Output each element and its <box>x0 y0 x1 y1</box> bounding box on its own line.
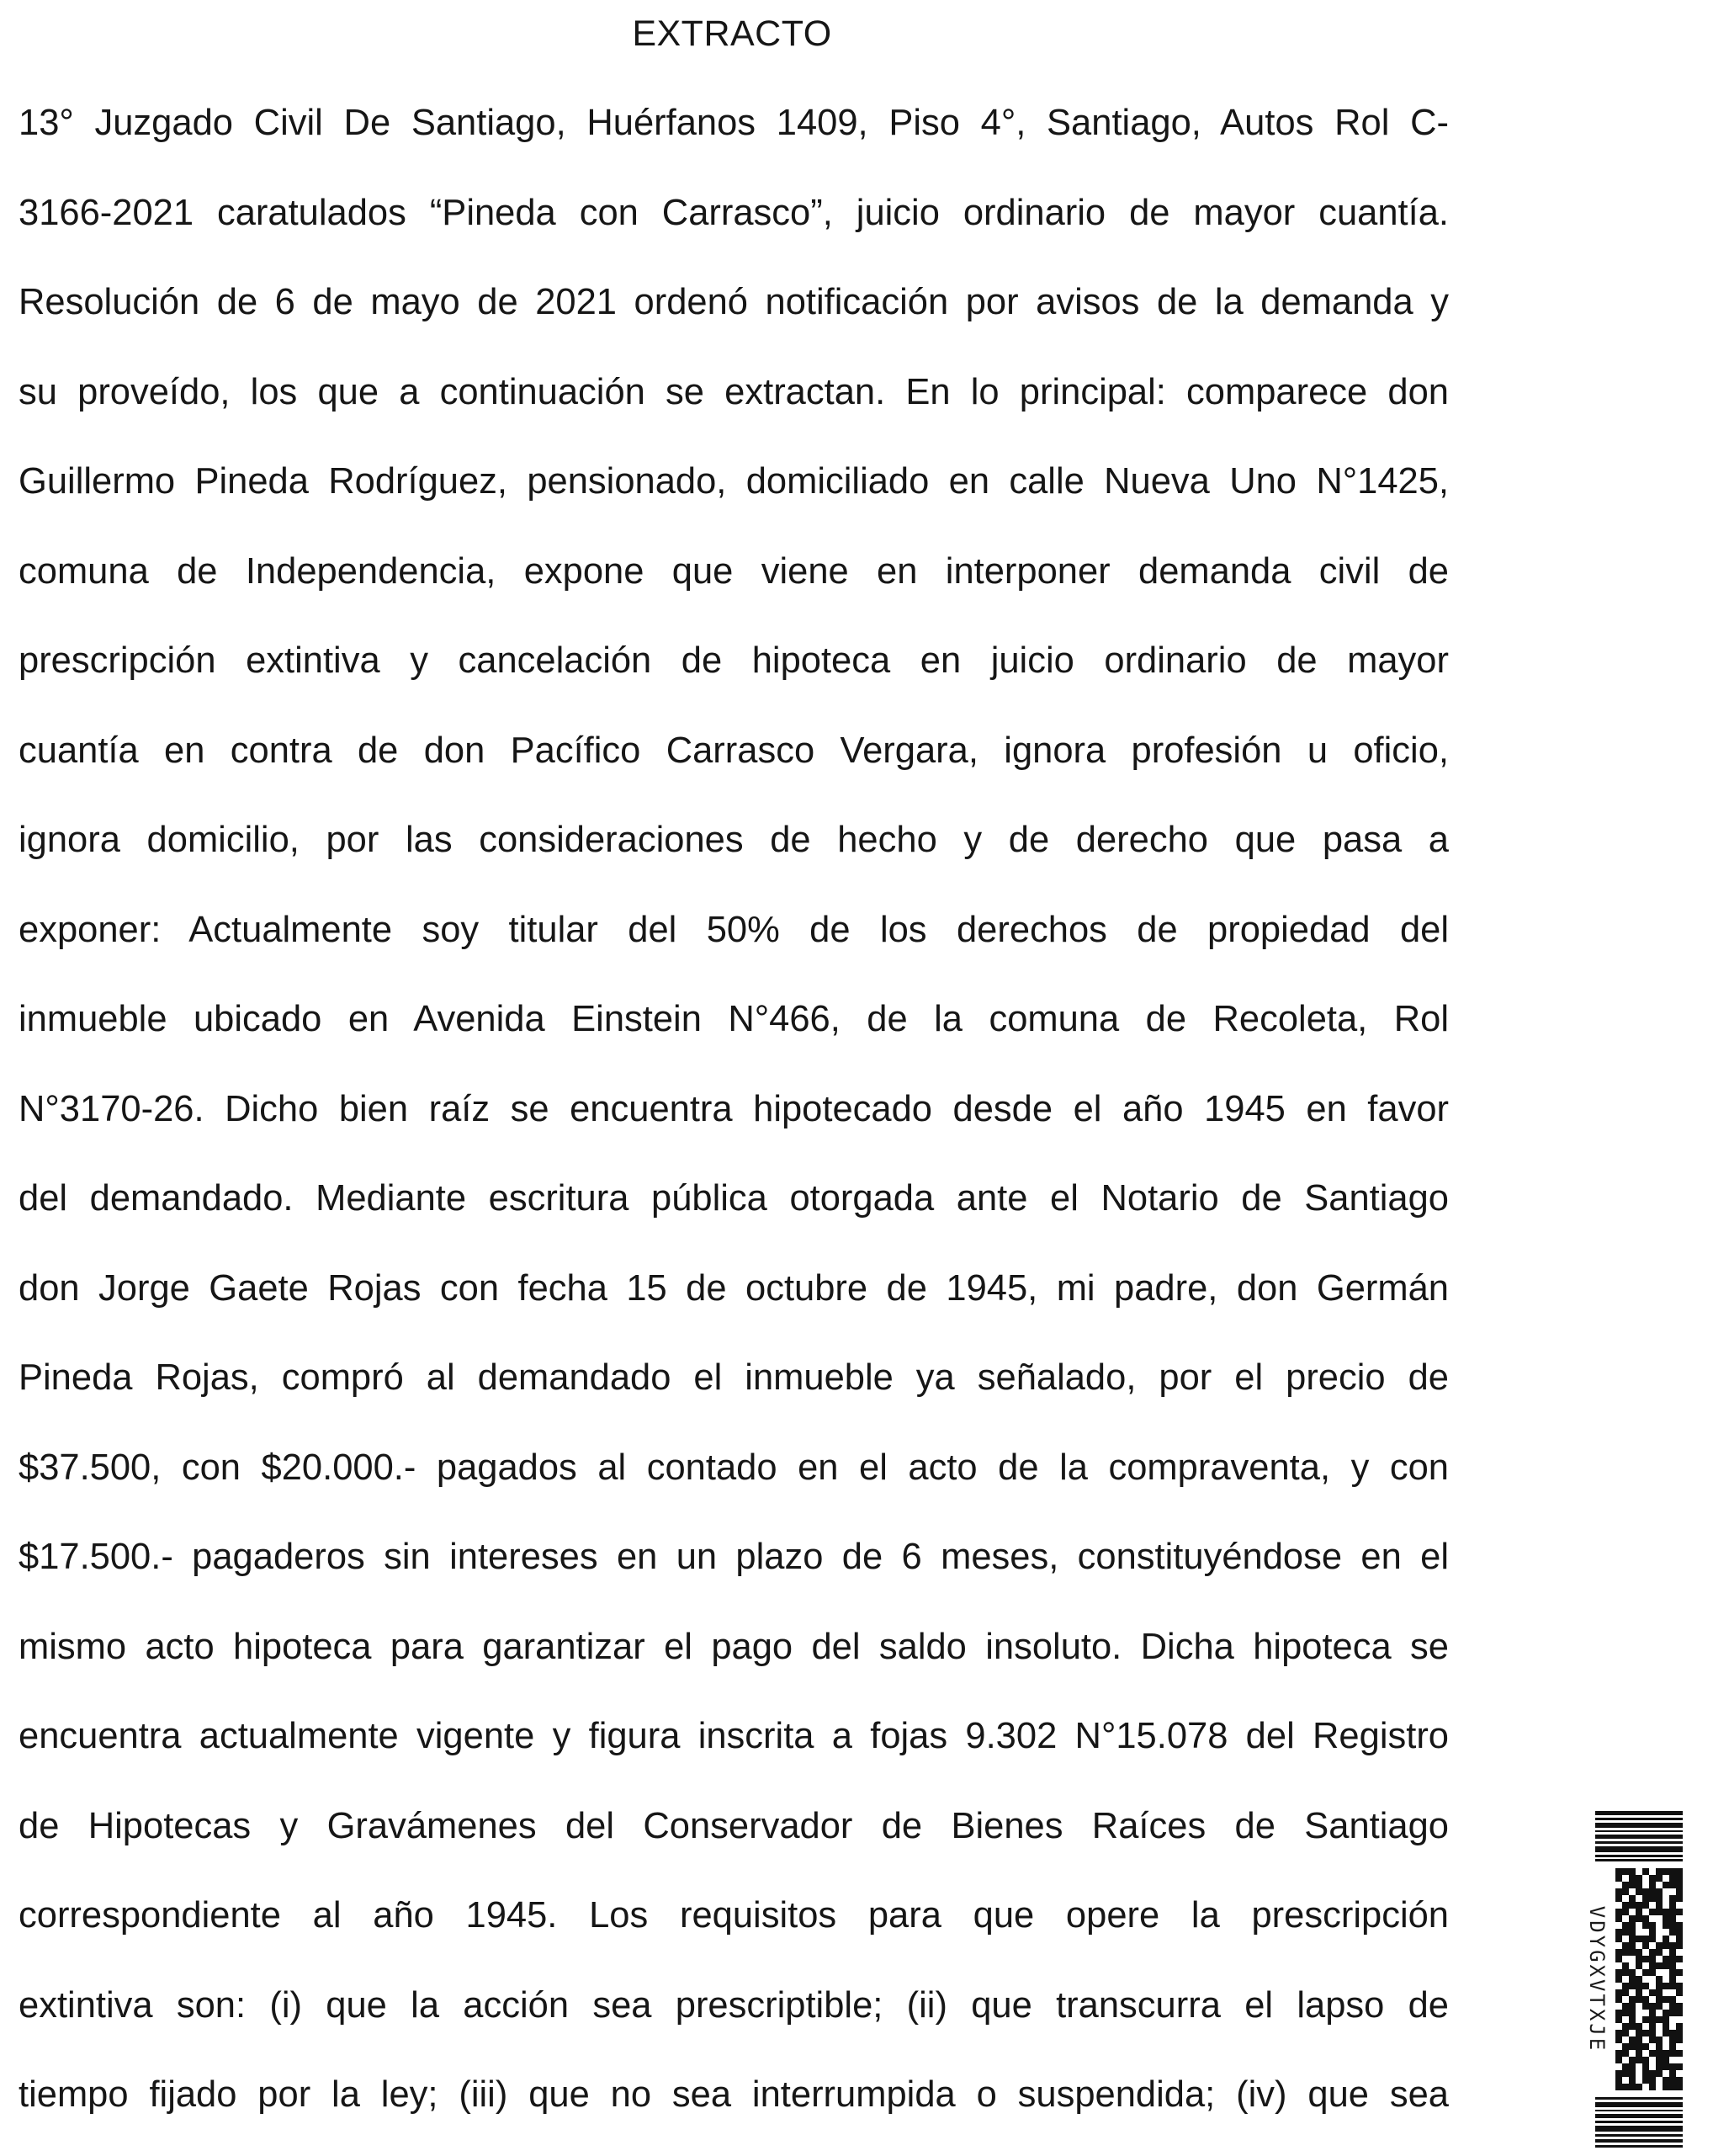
document-body <box>19 94 1449 2156</box>
body-line-12: N°3170-26. Dicho bien raíz se encuentra hipotecado desde el año 1945 en favor <box>19 1088 1449 1129</box>
body-line-9: ignora domicilio, por las consideraciones de hecho y de derecho que pasa a <box>19 820 1449 860</box>
body-line-10: exponer: Actualmente soy titular del 50% de los derechos de propiedad del <box>19 909 1449 950</box>
body-line-4: su proveído, los que a continuación se extractan. En lo principal: comparece don <box>19 371 1449 412</box>
qr-code-icon <box>1615 1868 1683 2090</box>
body-line-20: de Hipotecas y Gravámenes del Conservador de Bienes Raíces de Santiago <box>19 1805 1449 1846</box>
body-line-15: Pineda Rojas, compró al demandado el inmueble ya señalado, por el precio de <box>19 1357 1449 1398</box>
body-line-2: 3166-2021 caratulados “Pineda con Carrasco”, juicio ordinario de mayor cuantía. <box>19 192 1449 233</box>
body-line-21: correspondiente al año 1945. Los requisitos para que opere la prescripción <box>19 1895 1449 1936</box>
body-line-6: comuna de Independencia, expone que viene en interponer demanda civil de <box>19 550 1449 592</box>
body-line-17: $17.500.- pagaderos sin intereses en un plazo de 6 meses, constituyéndose en el <box>19 1537 1449 1577</box>
verification-code: VDYGXVTXJE <box>1585 1905 1609 2053</box>
barcode-bars-top-icon <box>1595 1811 1683 1861</box>
body-line-11: inmueble ubicado en Avenida Einstein N°466, de la comuna de Recoleta, Rol <box>19 999 1449 1039</box>
body-line-18: mismo acto hipoteca para garantizar el pago del saldo insoluto. Dicha hipoteca se <box>19 1626 1449 1667</box>
body-line-23: tiempo fijado por la ley; (iii) que no sea interrumpida o suspendida; (iv) que sea <box>19 2074 1449 2115</box>
body-line-8: cuantía en contra de don Pacífico Carrasco Vergara, ignora profesión u oficio, <box>19 730 1449 771</box>
body-line-14: don Jorge Gaete Rojas con fecha 15 de octubre de 1945, mi padre, don Germán <box>19 1267 1449 1309</box>
body-line-1: 13° Juzgado Civil De Santiago, Huérfanos 1409, Piso 4°, Santiago, Autos Rol C- <box>19 103 1449 143</box>
body-line-22: extintiva son: (i) que la acción sea prescriptible; (ii) que transcurra el lapso de <box>19 1984 1449 2026</box>
body-line-16: $37.500, con $20.000.- pagados al contado en el acto de la compraventa, y con <box>19 1447 1449 1488</box>
document-title: EXTRACTO <box>632 13 832 54</box>
body-line-13: del demandado. Mediante escritura pública otorgada ante el Notario de Santiago <box>19 1178 1449 1219</box>
body-line-5: Guillermo Pineda Rodríguez, pensionado, domiciliado en calle Nueva Uno N°1425, <box>19 461 1449 502</box>
verification-barcode <box>1585 1811 1693 2148</box>
barcode-bars-bottom-icon <box>1595 2097 1683 2148</box>
body-line-19: encuentra actualmente vigente y figura inscrita a fojas 9.302 N°15.078 del Registro <box>19 1716 1449 1756</box>
body-line-7: prescripción extintiva y cancelación de hipoteca en juicio ordinario de mayor <box>19 640 1449 681</box>
body-line-3: Resolución de 6 de mayo de 2021 ordenó notificación por avisos de la demanda y <box>19 282 1449 322</box>
